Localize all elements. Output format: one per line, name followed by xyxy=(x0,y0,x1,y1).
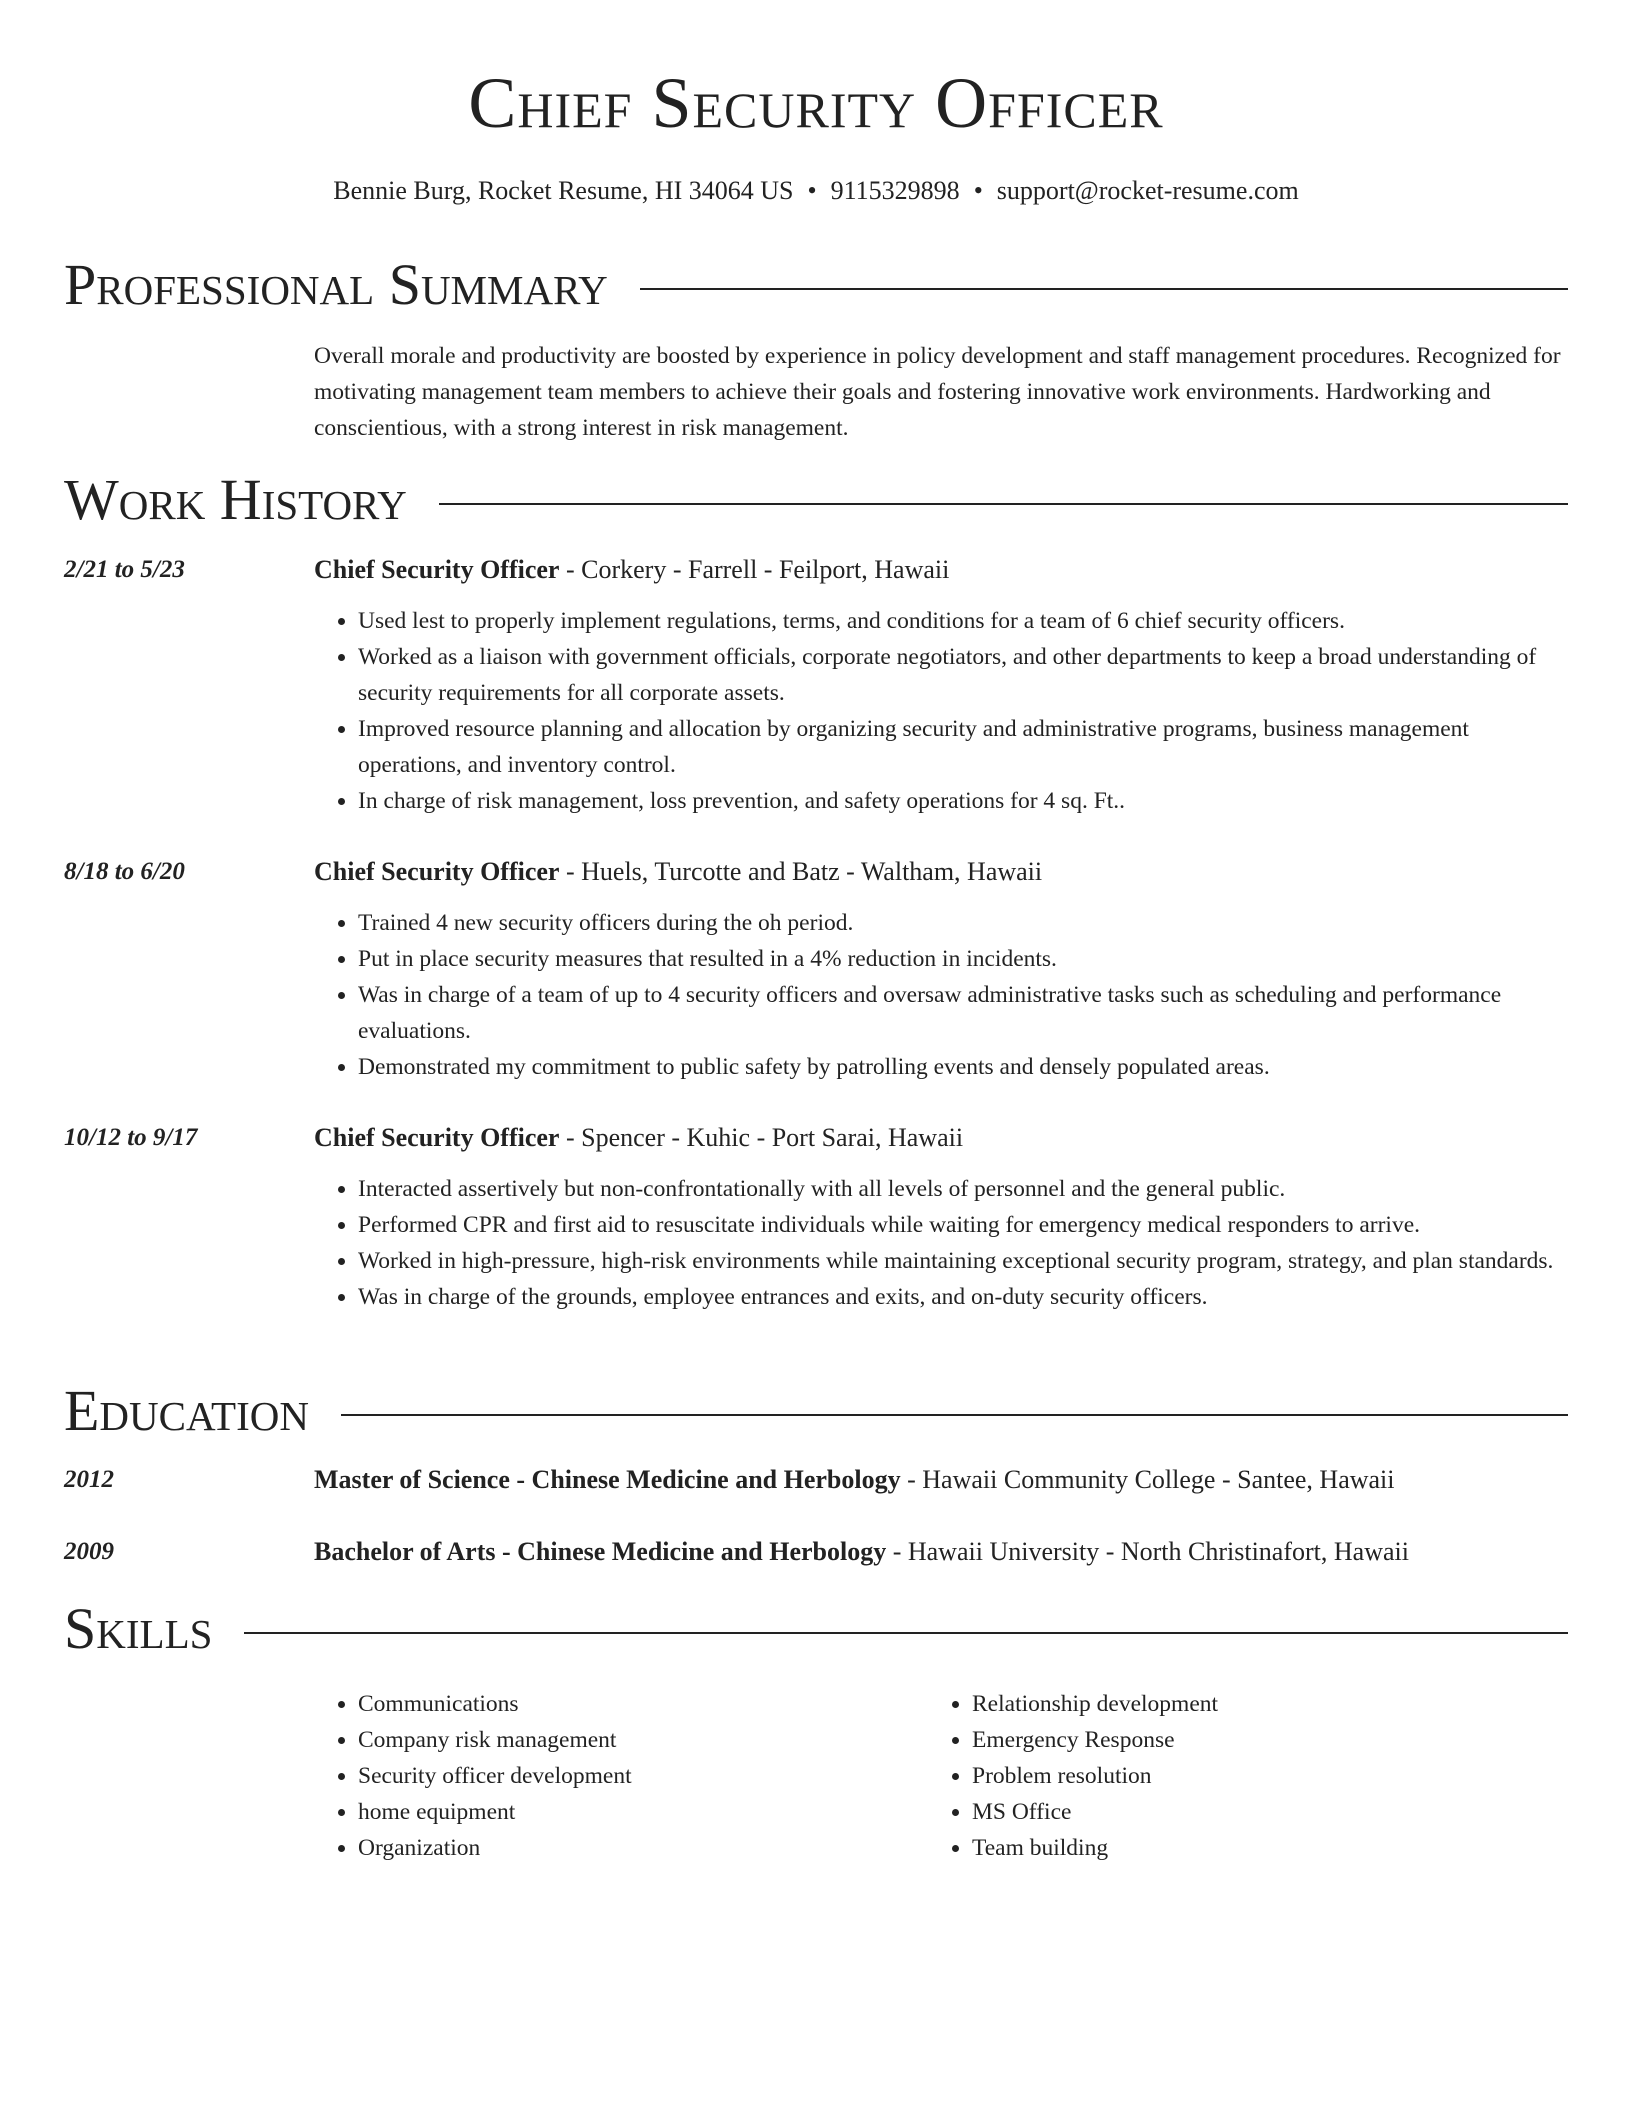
education-headline xyxy=(314,1535,1409,1569)
skill-item: • Relationship development xyxy=(972,1686,1532,1722)
section-header-skills xyxy=(64,1597,1568,1661)
skill-item: • Company risk management xyxy=(358,1722,918,1758)
contact-separator: • xyxy=(807,176,817,205)
job-bullet: • In charge of risk management, loss prevention, and safety operations for 4 sq. Ft.. xyxy=(358,783,1568,819)
summary-text: Overall morale and productivity are boosted by experience in policy development and staff management procedures. Recognized for motivating management team members to achieve their goals and fostering innovative work environments. Hardworking and conscientious, with a strong interest in risk management. xyxy=(314,343,1561,441)
section-heading: Work History xyxy=(64,467,407,532)
job-title: Chief Security Officer xyxy=(314,857,560,886)
contact-email[interactable]: support@rocket-resume.com xyxy=(996,176,1299,205)
section-header-work-history xyxy=(64,468,1568,532)
job-details: - Corkery - Farrell - Feilport, Hawaii xyxy=(559,555,950,584)
job-title: Chief Security Officer xyxy=(314,555,560,584)
skill-item: • MS Office xyxy=(972,1794,1532,1830)
contact-phone: 9115329898 xyxy=(830,176,960,205)
skills-column-2 xyxy=(928,1686,1532,1866)
job-bullet: • Put in place security measures that resulted in a 4% reduction in incidents. xyxy=(358,941,1568,977)
skill-item: • Team building xyxy=(972,1830,1532,1866)
section-header-education xyxy=(64,1379,1568,1443)
job-bullet: • Demonstrated my commitment to public safety by patrolling events and densely populated areas. xyxy=(358,1049,1568,1085)
section-divider xyxy=(341,1414,1568,1416)
education-details: - Hawaii Community College - Santee, Hawaii xyxy=(900,1465,1395,1494)
skills-column-1 xyxy=(314,1686,918,1866)
education-degree: Bachelor of Arts - Chinese Medicine and Herbology xyxy=(314,1537,887,1566)
job-bullet: • Used lest to properly implement regulations, terms, and conditions for a team of 6 chief security officers. xyxy=(358,603,1568,639)
job-dates: 10/12 to 9/17 xyxy=(64,1124,198,1151)
contact-address: Bennie Burg, Rocket Resume, HI 34064 US xyxy=(333,176,794,205)
section-heading: Professional Summary xyxy=(64,252,608,317)
job-bullet: • Performed CPR and first aid to resuscitate individuals while waiting for emergency medical responders to arrive. xyxy=(358,1207,1568,1243)
job-bullet: • Was in charge of the grounds, employee entrances and exits, and on-duty security officers. xyxy=(358,1279,1568,1315)
job-details: - Huels, Turcotte and Batz - Waltham, Hawaii xyxy=(559,857,1043,886)
skill-item: • Emergency Response xyxy=(972,1722,1532,1758)
job-bullet: • Was in charge of a team of up to 4 security officers and oversaw administrative tasks such as scheduling and performance evaluations. xyxy=(358,977,1568,1049)
education-degree: Master of Science - Chinese Medicine and Herbology xyxy=(314,1465,901,1494)
section-heading: Skills xyxy=(64,1596,213,1661)
job-headline xyxy=(314,855,1042,889)
section-header-summary xyxy=(64,253,1568,317)
job-details: - Spencer - Kuhic - Port Sarai, Hawaii xyxy=(559,1123,964,1152)
skill-item: • Communications xyxy=(358,1686,918,1722)
section-divider xyxy=(640,288,1568,290)
education-details: - Hawaii University - North Christinafort, Hawaii xyxy=(886,1537,1409,1566)
education-year: 2012 xyxy=(64,1466,114,1493)
job-bullet: • Worked as a liaison with government officials, corporate negotiators, and other departments to keep a broad understanding of security requirements for all corporate assets. xyxy=(358,639,1568,711)
job-dates: 8/18 to 6/20 xyxy=(64,858,185,885)
job-headline xyxy=(314,1121,963,1155)
job-bullet: • Worked in high-pressure, high-risk environments while maintaining exceptional security program, strategy, and plan standards. xyxy=(358,1243,1568,1279)
skill-item: • Security officer development xyxy=(358,1758,918,1794)
education-year: 2009 xyxy=(64,1538,114,1565)
section-divider xyxy=(244,1632,1568,1634)
section-divider xyxy=(439,503,1568,505)
contact-separator: • xyxy=(973,176,983,205)
job-bullet: • Improved resource planning and allocation by organizing security and administrative programs, business management operations, and inventory control. xyxy=(358,711,1568,783)
job-dates: 2/21 to 5/23 xyxy=(64,556,185,583)
job-headline xyxy=(314,553,949,587)
job-bullets xyxy=(314,1171,1568,1315)
job-bullet: • Trained 4 new security officers during the oh period. xyxy=(358,905,1568,941)
resume-title: Chief Security Officer xyxy=(468,63,1164,143)
skill-item: • Organization xyxy=(358,1830,918,1866)
job-bullets xyxy=(314,905,1568,1085)
skill-item: • Problem resolution xyxy=(972,1758,1532,1794)
job-bullets xyxy=(314,603,1568,819)
job-title: Chief Security Officer xyxy=(314,1123,560,1152)
education-headline xyxy=(314,1463,1395,1497)
contact-line xyxy=(0,174,1632,208)
skill-item: • home equipment xyxy=(358,1794,918,1830)
job-bullet: • Interacted assertively but non-confrontationally with all levels of personnel and the general public. xyxy=(358,1171,1568,1207)
section-heading: Education xyxy=(64,1378,309,1443)
